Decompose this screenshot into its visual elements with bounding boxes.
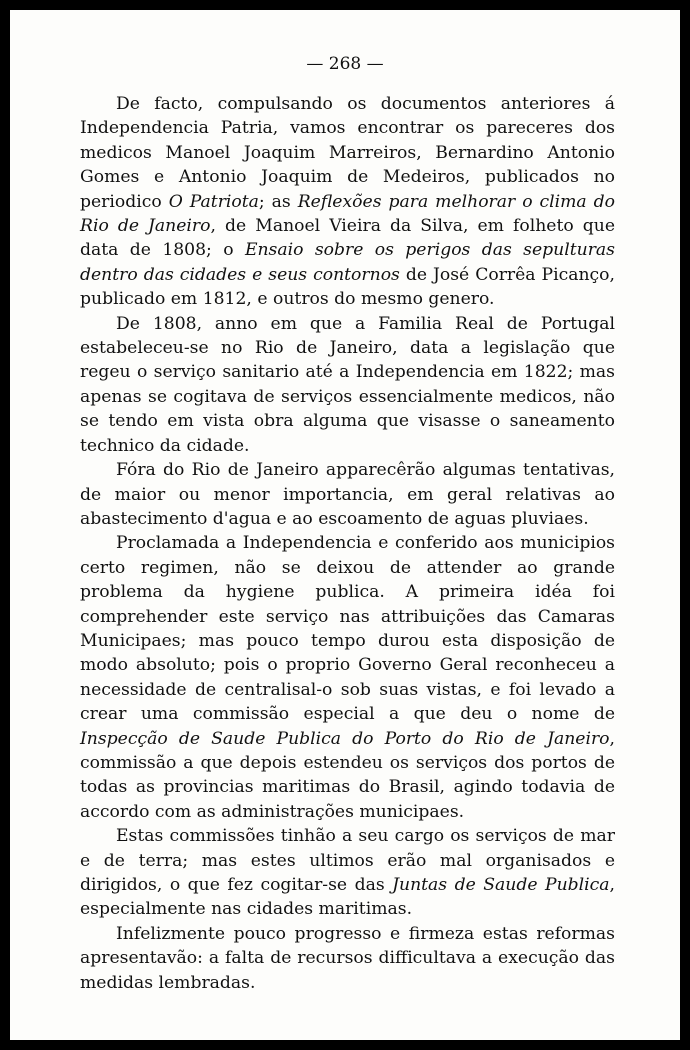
paragraph	[80, 312, 615, 458]
italic-title: Ensaio sobre os perigos das sepulturas dentro das cidades e seus contornos	[80, 240, 615, 285]
text-run: Proclamada a Independencia e conferido aos municipios certo regimen, não se deixou de attender ao grande problema da hygiene publica. A primeira idéa foi comprehender este serviço nas attribuições das Camaras Municipaes; mas pouco tempo durou esta disposição de modo absoluto; pois o proprio Governo Geral reconheceu a necessidade de centralisal-o sob suas vistas, e foi levado a crear uma commissão especial a que deu o nome de	[80, 533, 615, 725]
paragraph	[80, 824, 615, 922]
text-run: , commissão a que depois estendeu os serviços dos portos de todas as provincias maritimas do Brasil, agindo todavia de accordo com as administrações municipaes.	[80, 728, 615, 822]
italic-title: Juntas de Saude Publica	[392, 875, 610, 895]
book-page	[10, 10, 680, 1040]
paragraph	[80, 922, 615, 995]
text-run: , de Manoel Vieira da Silva, em folheto que data de 1808; o	[80, 216, 616, 261]
page-number: — 268 —	[306, 54, 384, 74]
italic-title: O Patriota	[168, 191, 259, 212]
italic-title: Inspecção de Saude Publica do Porto do Rio de Janeiro	[80, 728, 610, 749]
text-run: De 1808, anno em que a Familia Real de Portugal estabeleceu-se no Rio de Janeiro, data a legislação que regeu o serviço sanitario até a Independencia em 1822; mas apenas se cogitava de serviços essencialmente medicos, não se tendo em vista obra alguma que visasse o saneamento technico da cidade.	[80, 313, 615, 456]
paragraph	[80, 92, 615, 312]
text-run: ; as	[258, 191, 298, 212]
text-run: Estas commissões tinhão a seu cargo os serviços de mar e de terra; mas estes ultimos erão mal organisados e dirigidos, o que fez cogitar-se das	[80, 826, 615, 895]
body-text	[80, 92, 615, 995]
italic-title: Reflexões para melhorar o clima do Rio de Janeiro	[80, 191, 616, 237]
text-run: , especialmente nas cidades maritimas.	[80, 875, 615, 920]
text-run: Fóra do Rio de Janeiro apparecêrão algumas tentativas, de maior ou menor importancia, em geral relativas ao abastecimento d'agua e ao escoamento de aguas pluviaes.	[80, 460, 615, 529]
text-run: Infelizmente pouco progresso e firmeza estas reformas apresentavão: a falta de recursos difficultava a execução das medidas lembradas.	[80, 923, 615, 993]
text-run: de José Corrêa Picanço, publicado em 1812, e outros do mesmo genero.	[80, 264, 615, 310]
paragraph	[80, 531, 615, 824]
text-run: De facto, compulsando os documentos anteriores á Independencia Patria, vamos encontrar os pareceres dos medicos Manoel Joaquim Marreiros, Bernardino Antonio Gomes e Antonio Joaquim de Medeiros, publicados no periodico	[80, 94, 615, 212]
paragraph	[80, 458, 615, 531]
